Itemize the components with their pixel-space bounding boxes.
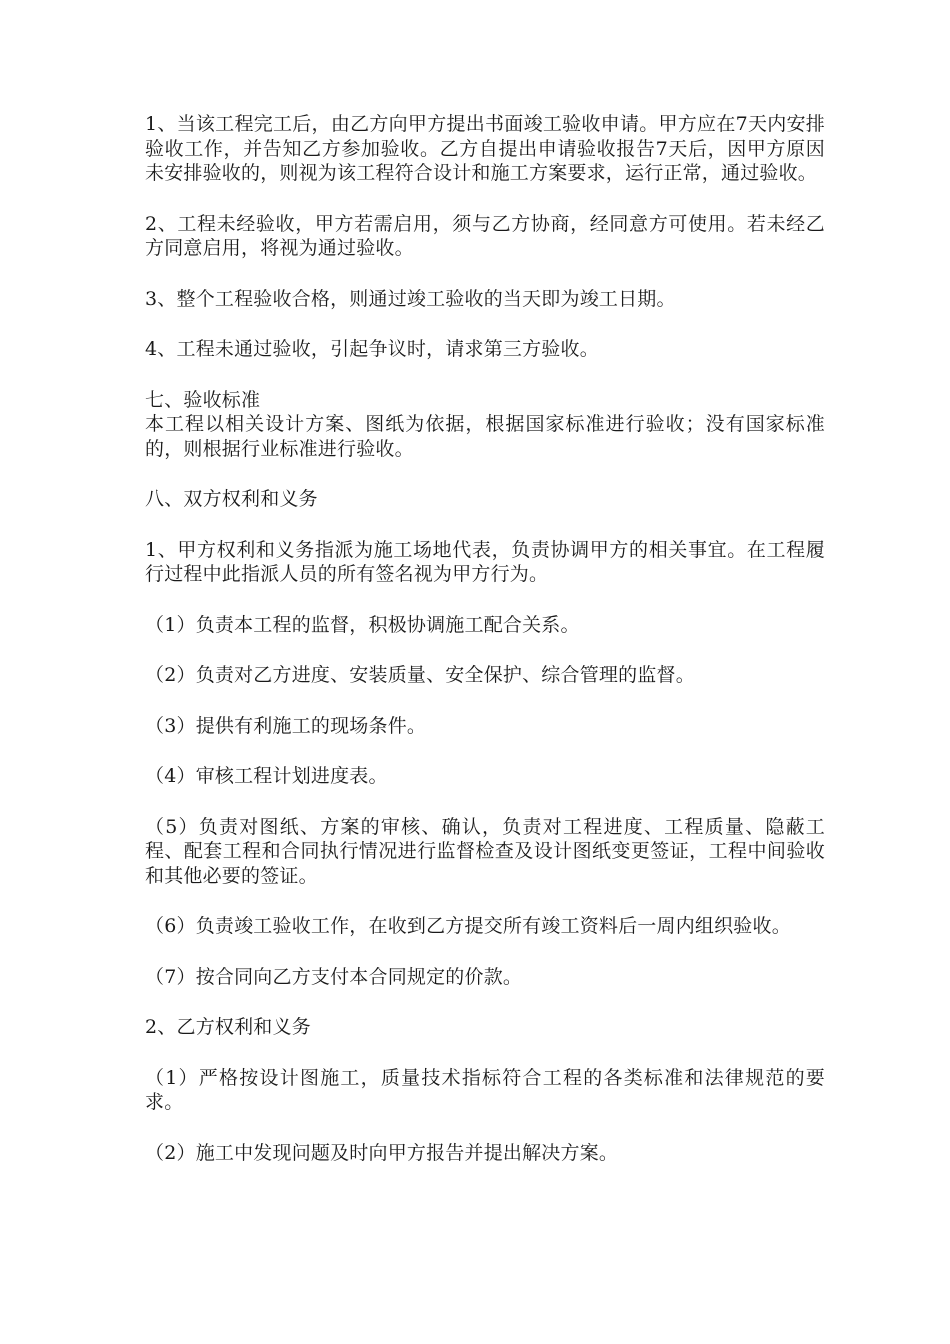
- list-item-party-a-4: （4）审核工程计划进度表。: [145, 765, 388, 787]
- list-item-party-b-2: （2）施工中发现问题及时向甲方报告并提出解决方案。: [145, 1141, 619, 1164]
- paragraph-acceptance-2: 2、工程未经验收，甲方若需启用，须与乙方协商，经同意方可使用。若未经乙方同意启用，将视为通过验收。: [145, 212, 825, 259]
- list-item-party-a-1: （1）负责本工程的监督，积极协调施工配合关系。: [145, 613, 580, 636]
- paragraph-acceptance-4: 4、工程未通过验收，引起争议时，请求第三方验收。: [145, 338, 599, 360]
- paragraph-acceptance-1: 1、当该工程完工后，由乙方向甲方提出书面竣工验收申请。甲方应在7天内安排验收工作，并告知乙方参加验收。乙方自提出申请验收报告7天后，因甲方原因未安排验收的，则视为该工程符合设计和施工方案要求，运行正常，通过验收。: [145, 113, 825, 184]
- document-body: [145, 112, 825, 1165]
- paragraph-acceptance-standard: 本工程以相关设计方案、图纸为依据，根据国家标准进行验收；没有国家标准的，则根据行业标准进行验收。: [145, 413, 825, 460]
- list-item-party-a-2: （2）负责对乙方进度、安装质量、安全保护、综合管理的监督。: [145, 664, 695, 686]
- paragraph-party-b-rights: 2、乙方权利和义务: [145, 1016, 311, 1038]
- list-item-party-a-5: （5）负责对图纸、方案的审核、确认，负责对工程进度、工程质量、隐蔽工程、配套工程和合同执行情况进行监督检查及设计图纸变更签证，工程中间验收和其他必要的签证。: [145, 815, 825, 887]
- section-heading-acceptance-standard: 七、验收标准: [145, 388, 261, 411]
- paragraph-party-a-rights: 1、甲方权利和义务指派为施工场地代表，负责协调甲方的相关事宜。在工程履行过程中此指派人员的所有签名视为甲方行为。: [145, 538, 825, 585]
- paragraph-acceptance-3: 3、整个工程验收合格，则通过竣工验收的当天即为竣工日期。: [145, 287, 676, 310]
- list-item-party-a-7: （7）按合同向乙方支付本合同规定的价款。: [145, 965, 523, 988]
- list-item-party-a-3: （3）提供有利施工的现场条件。: [145, 714, 427, 737]
- list-item-party-a-6: （6）负责竣工验收工作，在收到乙方提交所有竣工资料后一周内组织验收。: [145, 915, 791, 937]
- section-heading-rights-obligations: 八、双方权利和义务: [145, 488, 318, 510]
- list-item-party-b-1: （1）严格按设计图施工，质量技术指标符合工程的各类标准和法律规范的要求。: [145, 1066, 825, 1113]
